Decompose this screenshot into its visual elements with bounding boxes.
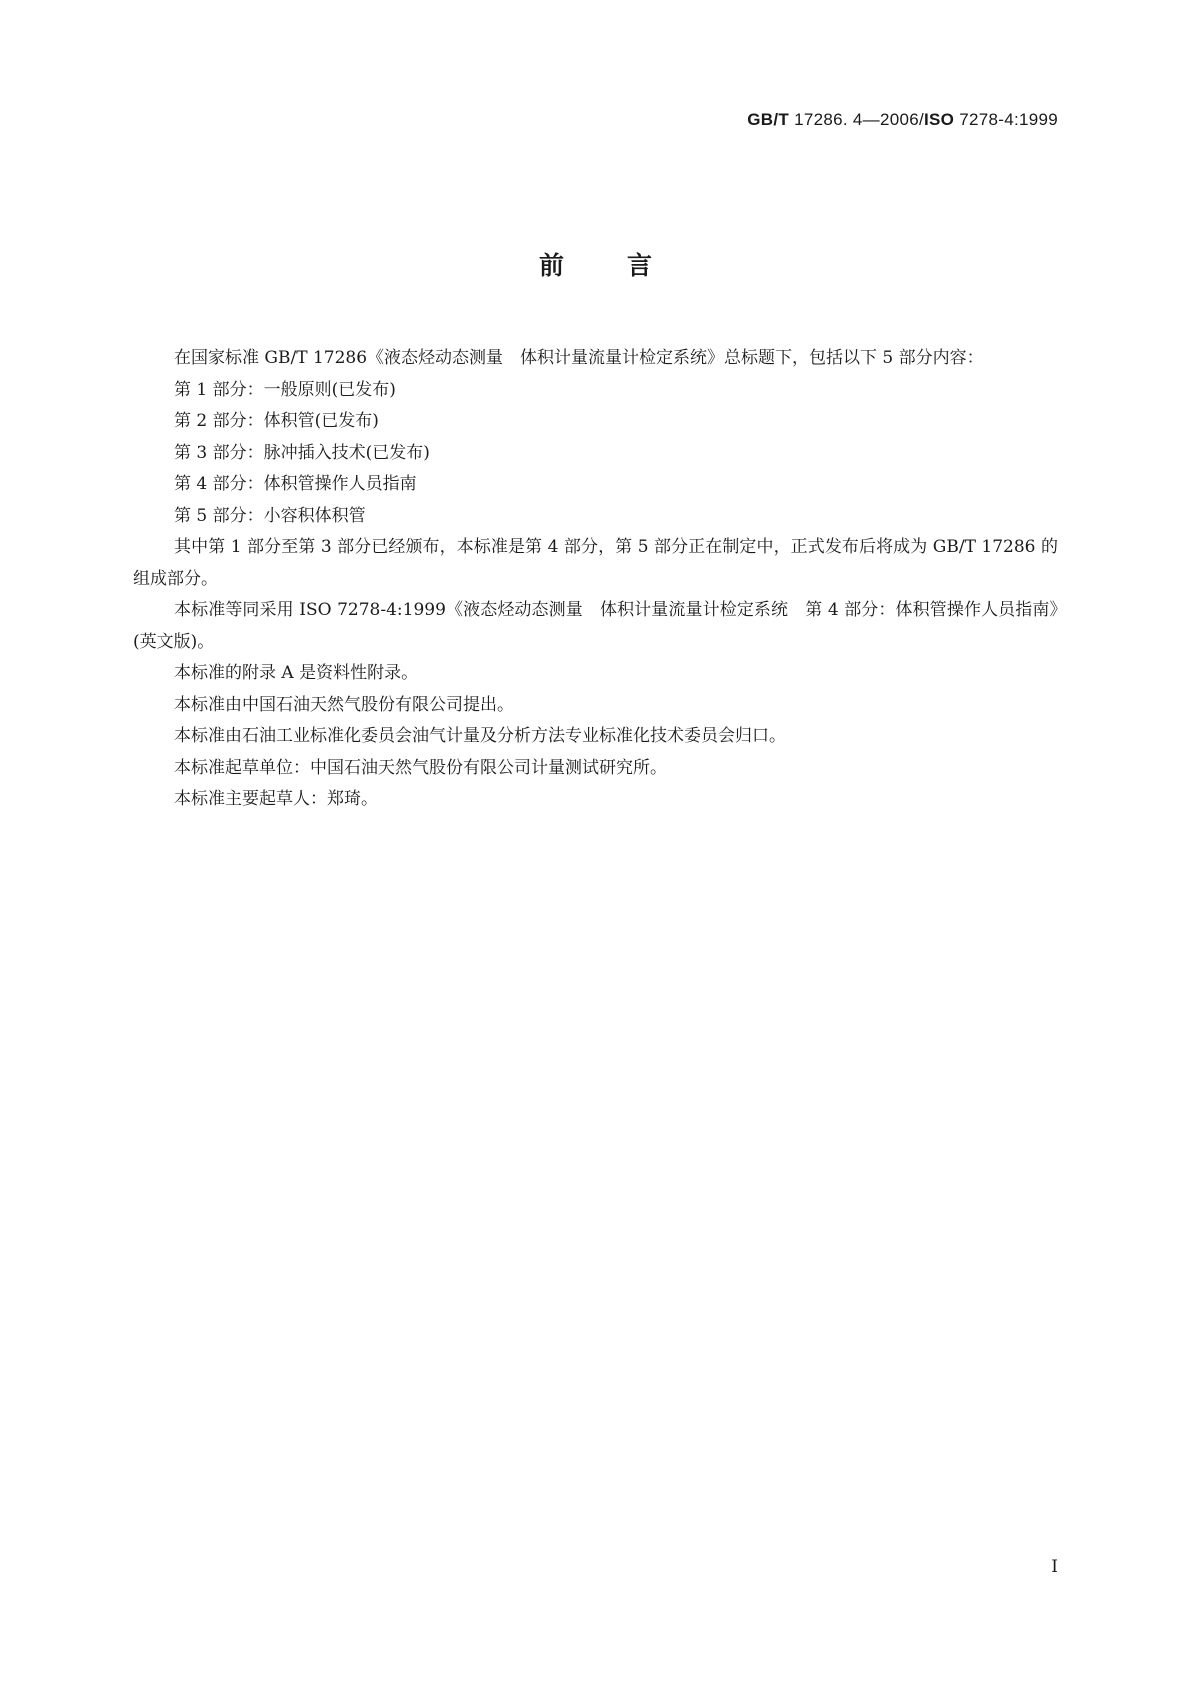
paragraph-status: 其中第 1 部分至第 3 部分已经颁布，本标准是第 4 部分，第 5 部分正在制定中，正式发布后将成为 GB/T 17286 的组成部分。 bbox=[133, 537, 1058, 589]
standard-code-prefix: GB/T bbox=[747, 110, 790, 129]
page-number: I bbox=[1051, 1557, 1058, 1577]
iso-code-number: 7278-4:1999 bbox=[954, 110, 1058, 129]
page-title: 前言 bbox=[538, 251, 715, 280]
paragraph-part-3: 第 3 部分：脉冲插入技术(已发布) bbox=[174, 442, 430, 463]
paragraph-part-4: 第 4 部分：体积管操作人员指南 bbox=[174, 474, 417, 494]
paragraph-proposer: 本标准由中国石油天然气股份有限公司提出。 bbox=[174, 694, 514, 715]
paragraph-annex: 本标准的附录 A 是资料性附录。 bbox=[174, 663, 419, 683]
foreword-body bbox=[133, 343, 1058, 816]
paragraph-part-5: 第 5 部分：小容积体积管 bbox=[174, 505, 366, 526]
paragraph-drafter: 本标准主要起草人：郑琦。 bbox=[174, 789, 378, 809]
standard-code-number: 17286. 4—2006/ bbox=[789, 110, 924, 129]
paragraph-committee: 本标准由石油工业标准化委员会油气计量及分析方法专业标准化技术委员会归口。 bbox=[174, 726, 786, 746]
iso-code-prefix: ISO bbox=[924, 110, 955, 129]
paragraph-drafting-unit: 本标准起草单位：中国石油天然气股份有限公司计量测试研究所。 bbox=[174, 757, 667, 778]
paragraph-adoption: 本标准等同采用 ISO 7278-4:1999《液态烃动态测量 体积计量流量计检定系统 第 4 部分：体积管操作人员指南》(英文版)。 bbox=[133, 600, 1058, 652]
paragraph-part-1: 第 1 部分：一般原则(已发布) bbox=[174, 379, 396, 400]
standard-code-header bbox=[747, 110, 1058, 130]
paragraph-part-2: 第 2 部分：体积管(已发布) bbox=[174, 411, 379, 431]
paragraph-intro: 在国家标准 GB/T 17286《液态烃动态测量 体积计量流量计检定系统》总标题下，包括以下 5 部分内容： bbox=[174, 348, 984, 368]
